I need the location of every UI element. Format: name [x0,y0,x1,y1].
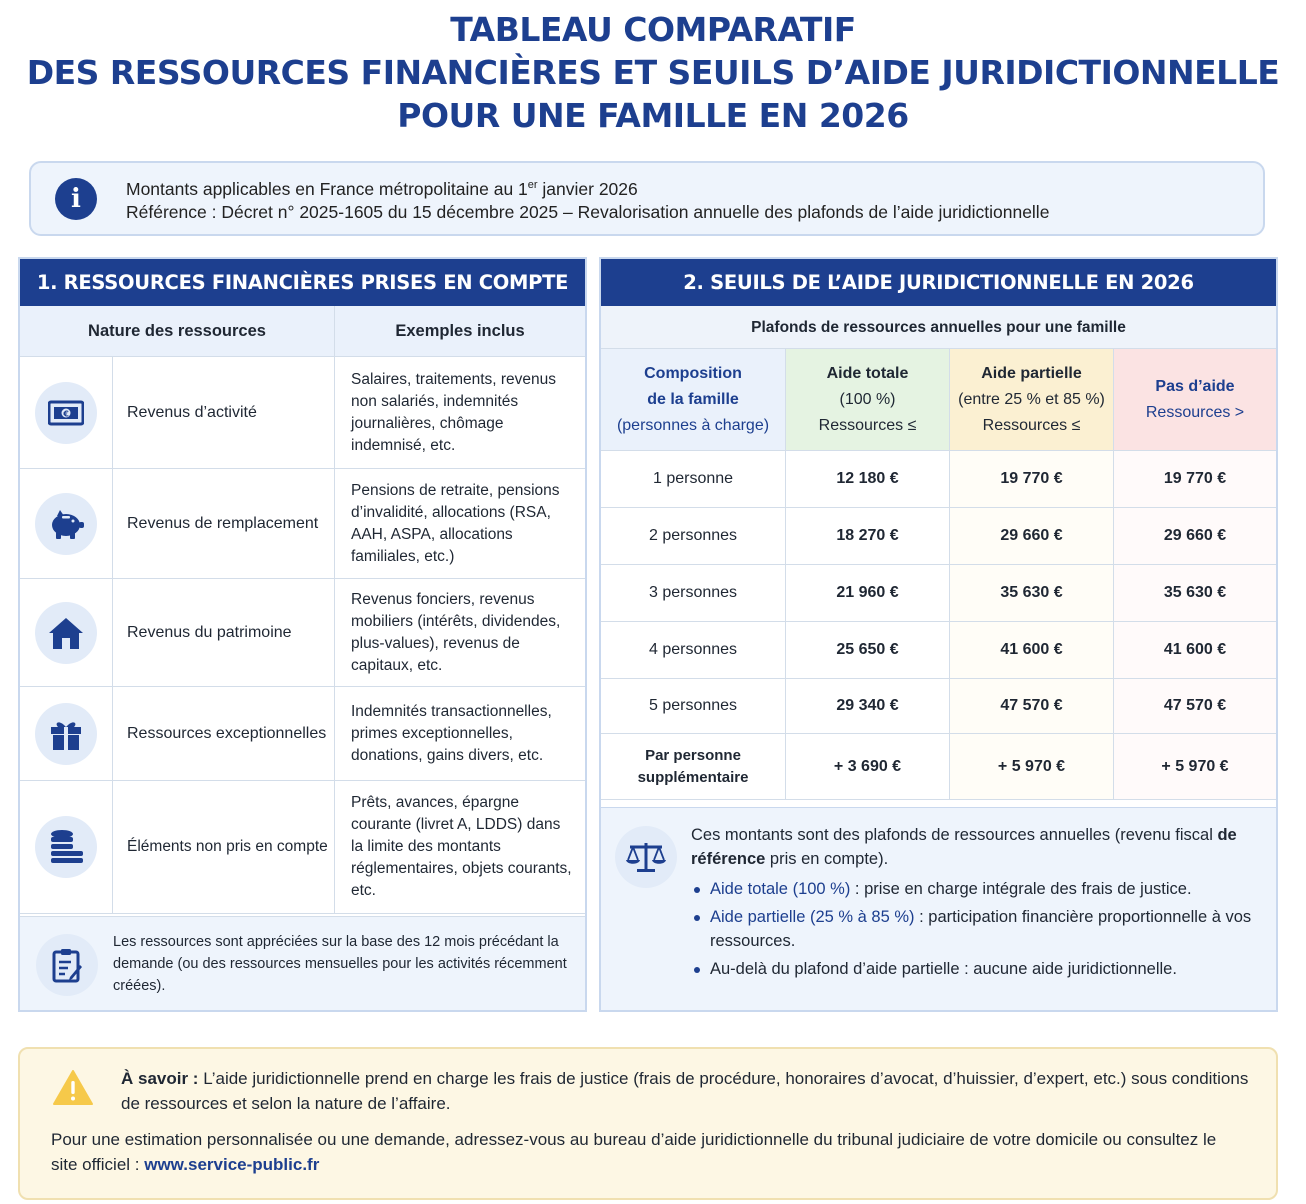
list-item: Au-delà du plafond d’aide partielle : aucune aide juridictionnelle. [691,957,1266,981]
cell-pas-d-aide: 41 600 € [1114,622,1276,678]
cell-composition: 1 personne [601,451,786,507]
scales-icon [615,826,677,888]
cell-aide-partielle: 29 660 € [950,508,1114,564]
cell-aide-totale: 25 650 € [786,622,950,678]
cell-aide-partielle: + 5 970 € [950,734,1114,799]
col-nature: Nature des ressources [20,306,335,356]
list-item: Aide totale (100 %) : prise en charge intégrale des frais de justice. [691,877,1266,901]
cell-composition: 4 personnes [601,622,786,678]
cell-pas-d-aide: 19 770 € [1114,451,1276,507]
title-line-1: TABLEAU COMPARATIF [450,10,856,49]
thresholds-note-text [691,823,1266,985]
cell-aide-partielle: 35 630 € [950,565,1114,621]
table-row [20,781,585,914]
info-text [126,178,1049,224]
table-row [601,508,1276,565]
house-icon [35,602,97,664]
cell-aide-partielle: 41 600 € [950,622,1114,678]
col-aide-partielle: Aide partielle (entre 25 % et 85 %) Ressources ≤ [950,349,1114,450]
resources-panel-header: 1. RESSOURCES FINANCIÈRES PRISES EN COMPTE [20,259,585,306]
col-composition: Composition de la famille (personnes à charge) [601,349,786,450]
resource-name: Revenus d’activité [113,357,335,468]
col-pas-d-aide: Pas d’aide Ressources > [1114,349,1276,450]
note-list [691,877,1266,981]
resource-name: Ressources exceptionnelles [113,687,335,780]
cell-aide-totale: 18 270 € [786,508,950,564]
thresholds-panel-header: 2. SEUILS DE L’AIDE JURIDICTIONNELLE EN 2026 [601,259,1276,306]
thresholds-subheader: Plafonds de ressources annuelles pour une famille [601,306,1276,349]
list-item: Aide partielle (25 % à 85 %) : participation financière proportionnelle à vos ressources. [691,905,1266,953]
cell-composition: Par personne supplémentaire [601,734,786,799]
piggy-bank-icon [35,493,97,555]
a-savoir-text: À savoir : L’aide juridictionnelle prend en charge les frais de justice (frais de procédure, honoraires d’avocat, d’huissier, d’expert, etc.) sous conditions de ressources et selon la nature de l’affaire. [121,1069,1249,1113]
table-row [601,565,1276,622]
service-public-link[interactable]: www.service-public.fr [144,1155,320,1174]
cell-aide-partielle: 47 570 € [950,679,1114,733]
gift-icon [35,703,97,765]
resource-examples: Pensions de retraite, pensions d’invalidité, allocations (RSA, AAH, ASPA, allocations familiales, etc.) [351,481,560,565]
a-savoir-contact: Pour une estimation personnalisée ou une demande, adressez-vous au bureau d’aide juridictionnelle du tribunal judiciaire de votre domicile ou consultez le site officiel : www.service-public.fr [51,1130,1217,1174]
table-row [601,679,1276,734]
resource-name: Revenus de remplacement [113,469,335,578]
cell-aide-totale: + 3 690 € [786,734,950,799]
title-line-3: POUR UNE FAMILLE EN 2026 [397,96,909,135]
info-line-1: Montants applicables en France métropolitaine au 1er janvier 2026 [126,179,638,199]
cell-composition: 3 personnes [601,565,786,621]
cell-composition: 2 personnes [601,508,786,564]
thresholds-note [601,807,1276,1010]
cell-aide-totale: 21 960 € [786,565,950,621]
resource-examples: Revenus fonciers, revenus mobiliers (intérêts, dividendes, plus-values), revenus de capitaux, etc. [351,590,561,674]
thresholds-column-headers [601,349,1276,451]
cell-aide-totale: 29 340 € [786,679,950,733]
table-row [601,451,1276,508]
banknote-icon [35,382,97,444]
cell-pas-d-aide: + 5 970 € [1114,734,1276,799]
resources-column-headers [20,306,585,357]
resources-panel [18,257,587,1012]
col-aide-totale: Aide totale (100 %) Ressources ≤ [786,349,950,450]
table-row [601,734,1276,800]
table-row [20,579,585,687]
resource-examples: Indemnités transactionnelles, primes exceptionnelles, donations, gains divers, etc. [351,702,552,764]
resource-name: Éléments non pris en compte [113,781,335,913]
resources-note-text: Les ressources sont appréciées sur la base des 12 mois précédant la demande (ou des ressources mensuelles pour les activités récemment créées). [113,934,567,994]
resource-name: Revenus du patrimoine [113,579,335,686]
coins-icon [35,816,97,878]
cell-aide-partielle: 19 770 € [950,451,1114,507]
table-row [601,622,1276,679]
thresholds-panel [599,257,1278,1012]
col-exemples: Exemples inclus [395,321,525,340]
resource-examples: Prêts, avances, épargne courante (livret A, LDDS) dans la limite des montants réglementaires, objets courants, etc. [351,794,572,899]
resource-examples: Salaires, traitements, revenus non salariés, indemnités journalières, chômage indemnisé, etc. [351,370,557,454]
cell-pas-d-aide: 29 660 € [1114,508,1276,564]
warning-icon [52,1069,94,1112]
a-savoir-box [18,1047,1278,1200]
cell-composition: 5 personnes [601,679,786,733]
info-icon: i [55,178,97,220]
info-line-2: Référence : Décret n° 2025-1605 du 15 décembre 2025 – Revalorisation annuelle des plafonds de l’aide juridictionnelle [126,202,1050,222]
note-intro: Ces montants sont des plafonds de ressources annuelles (revenu fiscal de référence pris en compte). [691,826,1237,868]
clipboard-icon [36,934,98,996]
info-box [29,161,1265,236]
table-row [20,469,585,579]
cell-pas-d-aide: 47 570 € [1114,679,1276,733]
cell-aide-totale: 12 180 € [786,451,950,507]
title-line-2: DES RESSOURCES FINANCIÈRES ET SEUILS D’AIDE JURIDICTIONNELLE [26,53,1280,92]
resources-note [20,916,585,1010]
page-title [0,8,1306,137]
table-row [20,357,585,469]
svg-text:€: € [63,409,69,418]
table-row [20,687,585,781]
cell-pas-d-aide: 35 630 € [1114,565,1276,621]
